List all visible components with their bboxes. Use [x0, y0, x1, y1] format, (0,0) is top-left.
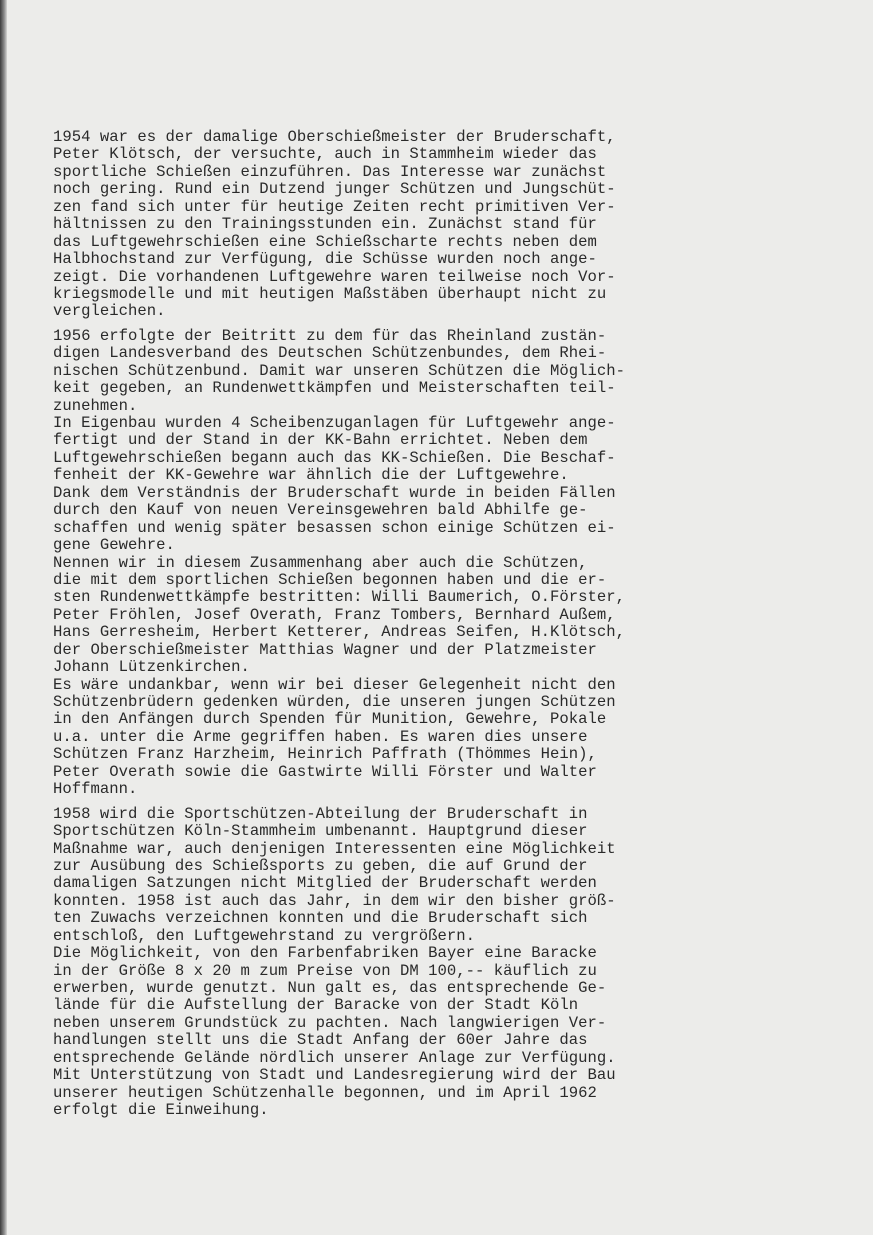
text-line: Hans Gerresheim, Herbert Ketterer, Andreas Seifen, H.Klötsch, — [53, 623, 626, 642]
text-line: zur Ausübung des Schießsports zu geben, die auf Grund der — [53, 856, 588, 875]
text-line: fertigt und der Stand in der KK-Bahn errichtet. Neben dem — [53, 431, 588, 450]
text-line: nischen Schützenbund. Damit war unseren Schützen die Möglich- — [53, 361, 626, 380]
paragraph — [53, 129, 733, 321]
text-line: erwerben, wurde genutzt. Nun galt es, das entsprechende Ge- — [53, 979, 607, 997]
text-line: gene Gewehre. — [53, 536, 175, 555]
text-line: Nennen wir in diesem Zusammenhang aber auch die Schützen, — [53, 553, 588, 572]
text-line: zeigt. Die vorhandenen Luftgewehre waren teilweise noch Vor- — [53, 267, 616, 286]
text-line: durch den Kauf von neuen Vereinsgewehren bald Abhilfe ge- — [53, 501, 588, 520]
text-line: Mit Unterstützung von Stadt und Landesregierung wird der Bau — [53, 1066, 616, 1085]
text-line: Es wäre undankbar, wenn wir bei dieser Gelegenheit nicht den — [53, 675, 616, 694]
text-line: in der Größe 8 x 20 m zum Preise von DM 100,-- käuflich zu — [53, 961, 597, 980]
paragraph — [53, 328, 733, 799]
text-line: Dank dem Verständnis der Bruderschaft wurde in beiden Fällen — [53, 483, 616, 502]
text-line: noch gering. Rund ein Dutzend junger Schützen und Jungschüt- — [53, 180, 616, 199]
text-line: Peter Fröhlen, Josef Overath, Franz Tombers, Bernhard Außem, — [53, 605, 616, 624]
text-line: der Oberschießmeister Matthias Wagner und der Platzmeister — [53, 640, 597, 659]
text-line: neben unserem Grundstück zu pachten. Nach langwierigen Ver- — [53, 1013, 607, 1032]
text-line: Hoffmann. — [53, 780, 138, 799]
text-line: keit gegeben, an Rundenwettkämpfen und Meisterschaften teil- — [53, 379, 616, 398]
document-body — [53, 129, 733, 1120]
text-line: vergleichen. — [53, 302, 166, 321]
text-line: fenheit der KK-Gewehre war ähnlich die der Luftgewehre. — [53, 466, 569, 485]
text-line: Luftgewehrschießen begann auch das KK-Schießen. Die Beschaf- — [53, 448, 616, 467]
text-line: Schützen Franz Harzheim, Heinrich Paffrath (Thömmes Hein), — [53, 745, 597, 764]
text-line: in den Anfängen durch Spenden für Munition, Gewehre, Pokale — [53, 710, 607, 729]
text-line: damaligen Satzungen nicht Mitglied der Bruderschaft werden — [53, 874, 597, 893]
text-line: Johann Lützenkirchen. — [53, 658, 250, 677]
text-line: ten Zuwachs verzeichnen konnten und die Bruderschaft sich — [53, 909, 588, 928]
text-line: konnten. 1958 ist auch das Jahr, in dem wir den bisher größ- — [53, 891, 616, 910]
text-line: Halbhochstand zur Verfügung, die Schüsse wurden noch ange- — [53, 250, 597, 269]
text-line: Schützenbrüdern gedenken würden, die unseren jungen Schützen — [53, 693, 616, 711]
text-line: Sportschützen Köln-Stammheim umbenannt. Hauptgrund dieser — [53, 822, 588, 841]
text-line: hältnissen zu den Trainingsstunden ein. Zunächst stand für — [53, 215, 597, 234]
text-line: die mit dem sportlichen Schießen begonnen haben und die er- — [53, 570, 607, 589]
text-line: digen Landesverband des Deutschen Schützenbundes, dem Rhei- — [53, 344, 607, 363]
text-line: zen fand sich unter für heutige Zeiten recht primitiven Ver- — [53, 197, 616, 216]
binding-edge — [0, 0, 7, 1235]
text-line: In Eigenbau wurden 4 Scheibenzuganlagen für Luftgewehr ange- — [53, 414, 616, 432]
text-line: Peter Klötsch, der versuchte, auch in Stammheim wieder das — [53, 145, 597, 164]
text-line: u.a. unter die Arme gegriffen haben. Es waren dies unsere — [53, 727, 588, 746]
text-line: 1954 war es der damalige Oberschießmeister der Bruderschaft, — [53, 128, 616, 146]
text-line: 1956 erfolgte der Beitritt zu dem für das Rheinland zustän- — [53, 326, 607, 345]
text-line: handlungen stellt uns die Stadt Anfang der 60er Jahre das — [53, 1031, 588, 1050]
text-line: zunehmen. — [53, 396, 138, 415]
text-line: entsprechende Gelände nördlich unserer Anlage zur Verfügung. — [53, 1048, 616, 1067]
text-line: schaffen und wenig später besassen schon einige Schützen ei- — [53, 518, 616, 537]
text-line: Die Möglichkeit, von den Farbenfabriken Bayer eine Baracke — [53, 944, 597, 963]
paragraph — [53, 806, 733, 1120]
text-line: sportliche Schießen einzuführen. Das Interesse war zunächst — [53, 162, 607, 181]
text-line: entschloß, den Luftgewehrstand zu vergrößern. — [53, 926, 475, 945]
text-line: sten Rundenwettkämpfe bestritten: Willi Baumerich, O.Förster, — [53, 588, 626, 607]
text-line: erfolgt die Einweihung. — [53, 1101, 269, 1120]
text-line: Maßnahme war, auch denjenigen Interessenten eine Möglichkeit — [53, 839, 616, 858]
text-line: kriegsmodelle und mit heutigen Maßstäben überhaupt nicht zu — [53, 284, 607, 303]
text-line: das Luftgewehrschießen eine Schießscharte rechts neben dem — [53, 232, 597, 251]
text-line: lände für die Aufstellung der Baracke von der Stadt Köln — [53, 996, 579, 1015]
text-line: 1958 wird die Sportschützen-Abteilung der Bruderschaft in — [53, 804, 588, 823]
text-line: Peter Overath sowie die Gastwirte Willi Förster und Walter — [53, 762, 597, 781]
text-line: unserer heutigen Schützenhalle begonnen, und im April 1962 — [53, 1083, 597, 1102]
